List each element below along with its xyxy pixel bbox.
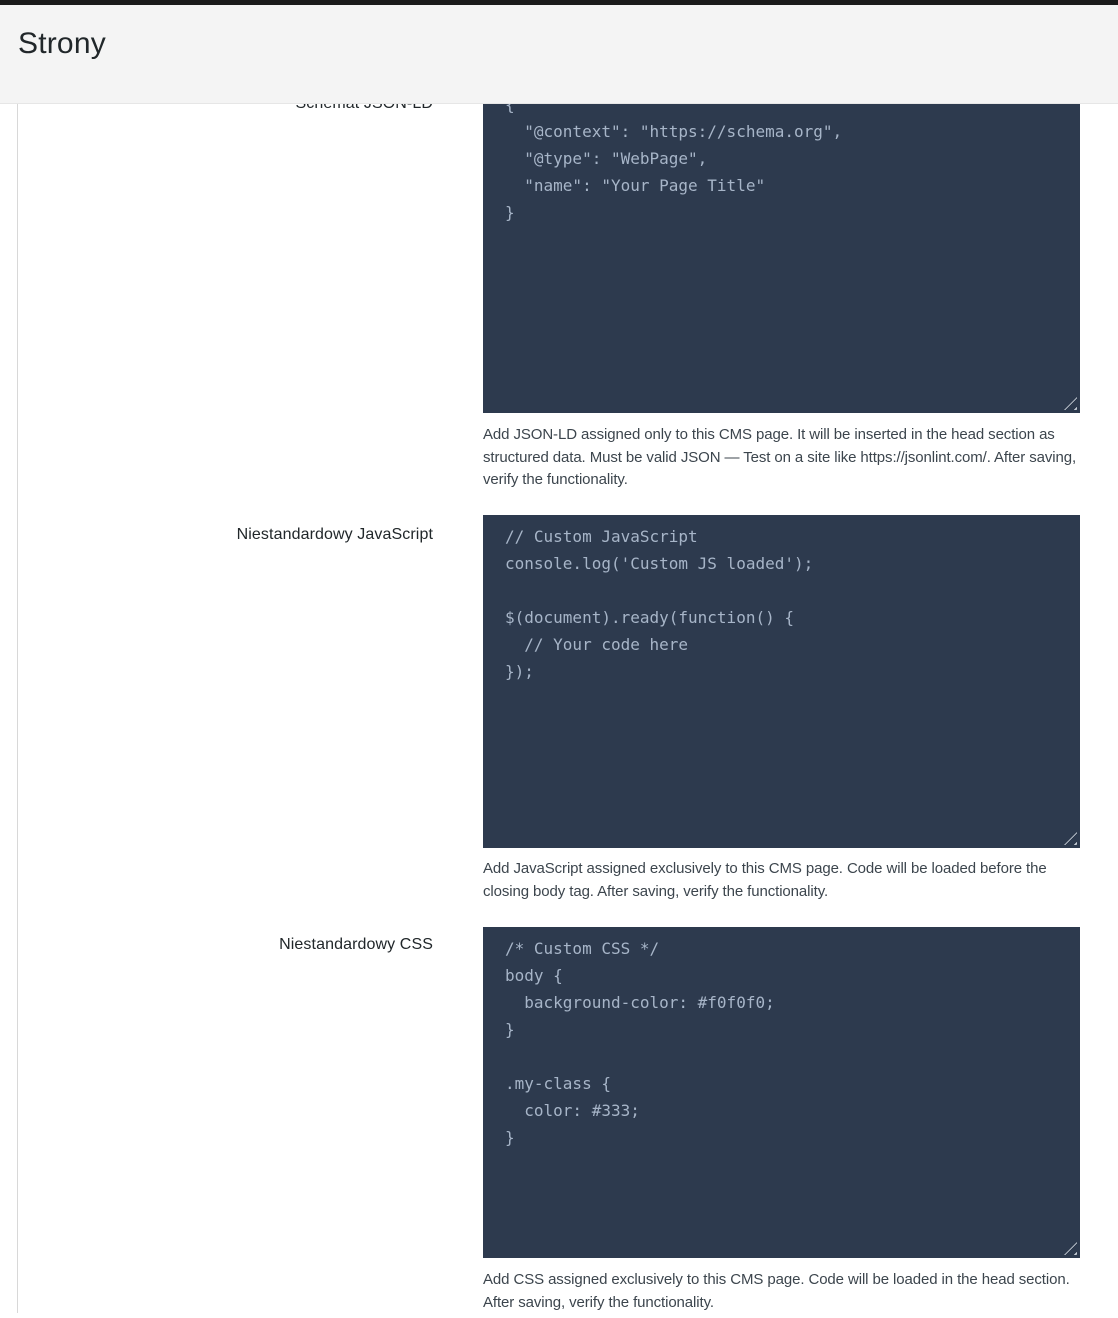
code-editor-custom-css[interactable] xyxy=(483,927,1080,1258)
field-help-custom-css: Add CSS assigned exclusively to this CMS page. Code will be loaded in the head section. After saving, verify the functionality. xyxy=(483,1271,1070,1311)
field-help-jsonld: Add JSON-LD assigned only to this CMS page. It will be inserted in the head section as structured data. Must be valid JSON — Test on a site like https://jsonlint.com/. After saving, verify the functionality. xyxy=(483,426,1077,488)
field-label-custom-js: Niestandardowy JavaScript xyxy=(236,526,433,543)
panel-divider xyxy=(17,103,18,1313)
field-label-custom-css: Niestandardowy CSS xyxy=(279,936,433,953)
code-editor-jsonld[interactable] xyxy=(483,83,1080,413)
field-help-custom-js: Add JavaScript assigned exclusively to this CMS page. Code will be loaded before the closing body tag. After saving, verify the functionality. xyxy=(483,860,1047,900)
page-header xyxy=(0,0,1118,104)
code-editor-custom-js[interactable] xyxy=(483,515,1080,848)
page-title: Strony xyxy=(18,27,106,60)
